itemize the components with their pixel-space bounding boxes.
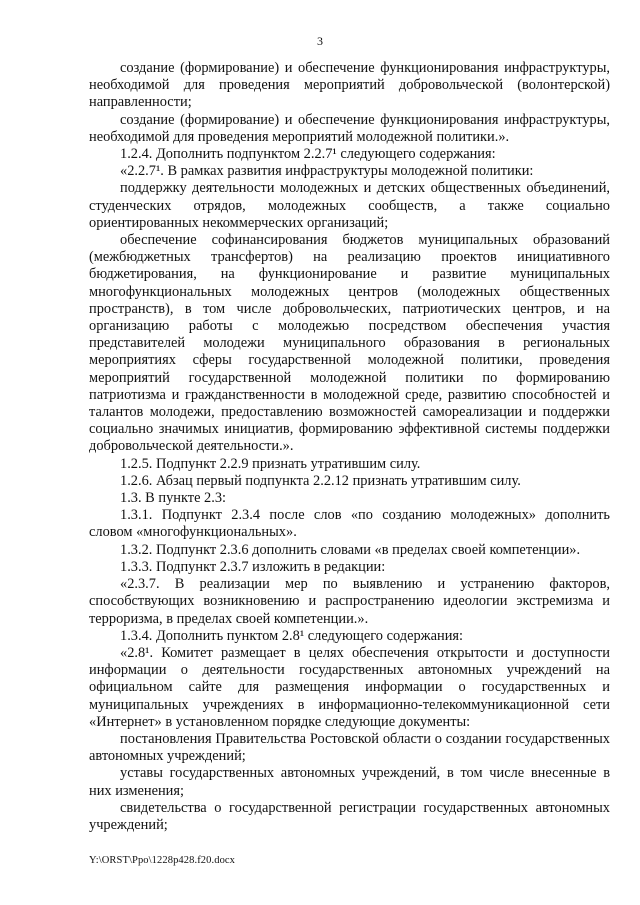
paragraph: обеспечение софинансирования бюджетов муниципальных образований (межбюджетных трансфертов) на реализацию проектов инициативного бюджетирования, на функционирование и развитие муниципальных многофункциональных молодежных центров (молодежных общественных пространств), в том числе добровольческих, патриотических центров, и на организацию работы с молодежью посредством обеспечения участия представителей молодежи муниципального образования в региональных мероприятиях сферы государственной молодежной политики, проведения мероприятий государственной молодежной политики по формированию патриотизма и гражданственности в молодежной среде, развитию способностей и талантов молодежи, предоставлению возможностей самореализации и поддержки социально значимых инициатив, формированию эффективной системы поддержки добровольческой деятельности.».: [89, 232, 610, 455]
paragraph: 1.3. В пункте 2.3:: [120, 490, 227, 507]
paragraph: создание (формирование) и обеспечение функционирования инфраструктуры, необходимой для проведения мероприятий молодежной политики.».: [89, 111, 610, 145]
paragraph: 1.3.4. Дополнить пунктом 2.8¹ следующего содержания:: [120, 627, 464, 644]
paragraph: «2.8¹. Комитет размещает в целях обеспечения открытости и доступности информации о деятельности государственных автономных учреждений на официальном сайте для размещения информации о государственных и муниципальных учреждениях в информационно-телекоммуникационной сети «Интернет» в установленном порядке следующие документы:: [89, 644, 610, 730]
paragraph: 1.3.3. Подпункт 2.3.7 изложить в редакции:: [120, 558, 386, 575]
paragraph: 1.3.1. Подпункт 2.3.4 после слов «по созданию молодежных» дополнить словом «многофункциональных».: [89, 507, 610, 541]
paragraph: 1.2.4. Дополнить подпунктом 2.2.7¹ следующего содержания:: [120, 146, 496, 163]
paragraph: уставы государственных автономных учреждений, в том числе внесенные в них изменения;: [89, 765, 610, 799]
document-body: [89, 60, 610, 834]
paragraph: свидетельства о государственной регистрации государственных автономных учреждений;: [89, 799, 610, 833]
paragraph: создание (формирование) и обеспечение функционирования инфраструктуры, необходимой для проведения мероприятий добровольческой (волонтерской) направленности;: [89, 60, 610, 111]
paragraph: 1.3.2. Подпункт 2.3.6 дополнить словами «в пределах своей компетенции».: [120, 541, 581, 558]
paragraph: «2.3.7. В реализации мер по выявлению и устранению факторов, способствующих возникновению и распространению идеологии экстремизма и терроризма, в пределах своей компетенции.».: [89, 576, 610, 627]
paragraph: 1.2.5. Подпункт 2.2.9 признать утратившим силу.: [120, 455, 421, 472]
page-number: 3: [317, 34, 323, 48]
paragraph: постановления Правительства Ростовской области о создании государственных автономных учреждений;: [89, 730, 610, 765]
paragraph: поддержку деятельности молодежных и детских общественных объединений, студенческих отрядов, молодежных сообществ, а также социально ориентированных некоммерческих организаций;: [89, 180, 610, 231]
file-path-footer: Y:\ORST\Ppo\1228p428.f20.docx: [89, 855, 236, 866]
paragraph: «2.2.7¹. В рамках развития инфраструктуры молодежной политики:: [120, 163, 534, 180]
paragraph: 1.2.6. Абзац первый подпункта 2.2.12 признать утратившим силу.: [120, 472, 521, 489]
